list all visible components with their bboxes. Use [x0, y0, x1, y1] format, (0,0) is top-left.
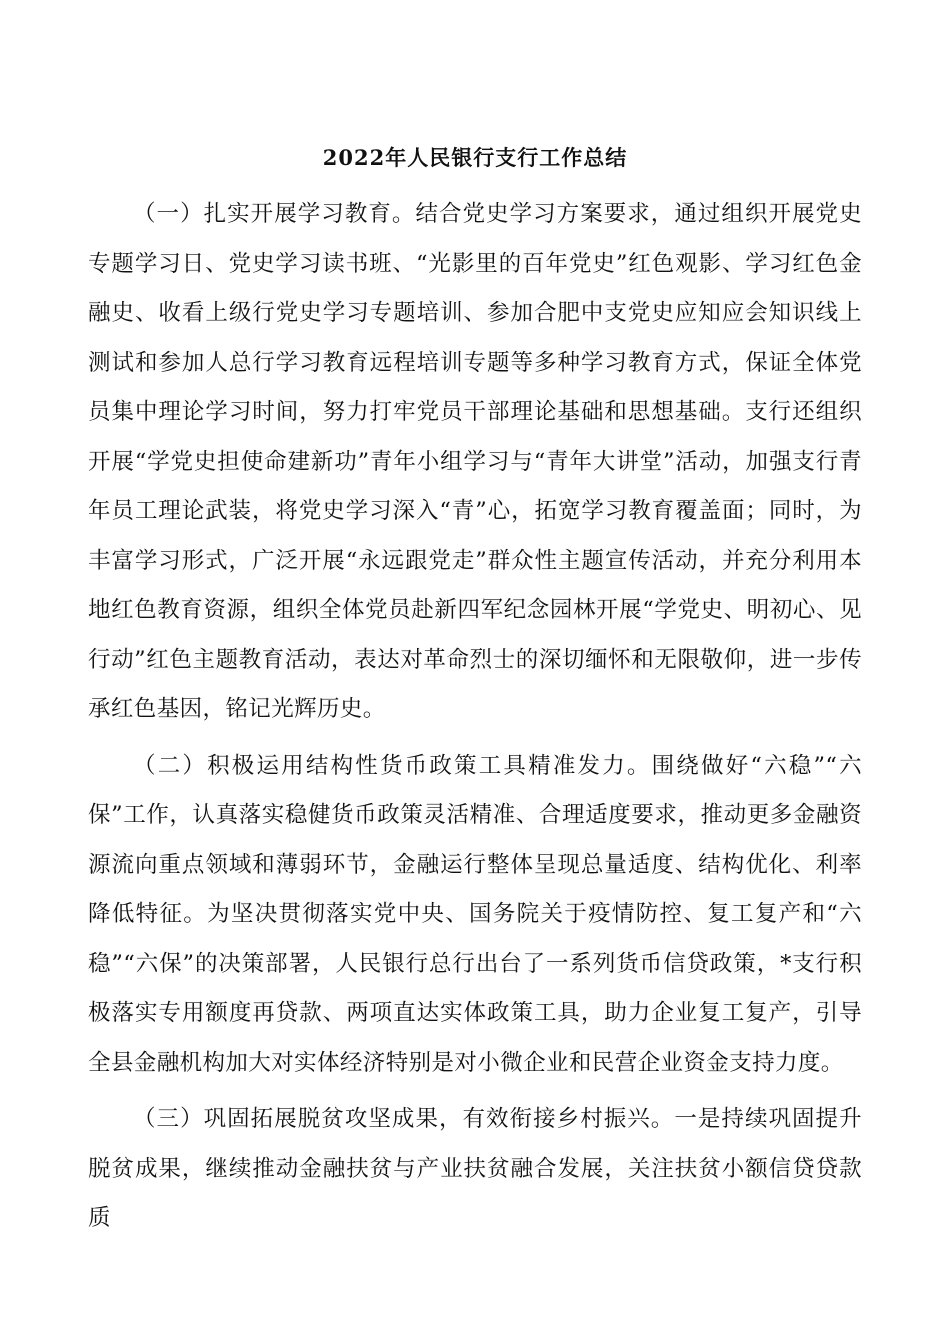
paragraph-3: （三）巩固拓展脱贫攻坚成果，有效衔接乡村振兴。一是持续巩固提升脱贫成果，继续推动金融扶贫与产业扶贫融合发展，关注扶贫小额信贷贷款质	[88, 1106, 862, 1231]
paragraph-2: （二）积极运用结构性货币政策工具精准发力。围绕做好“六稳”“六保”工作，认真落实稳健货币政策灵活精准、合理适度要求，推动更多金融资源流向重点领域和薄弱环节，金融运行整体呈现总量适度、结构优化、利率降低特征。为坚决贯彻落实党中央、国务院关于疫情防控、复工复产和“六稳”“六保”的决策部署，人民银行总行出台了一系列货币信贷政策，*支行积极落实专用额度再贷款、两项直达实体政策工具，助力企业复工复产，引导全县金融机构加大对实体经济特别是对小微企业和民营企业资金支持力度。	[88, 752, 862, 1076]
paragraph-1: （一）扎实开展学习教育。结合党史学习方案要求，通过组织开展党史专题学习日、党史学习读书班、“光影里的百年党史”红色观影、学习红色金融史、收看上级行党史学习专题培训、参加合肥中支党史应知应会知识线上测试和参加人总行学习教育远程培训专题等多种学习教育方式，保证全体党员集中理论学习时间，努力打牢党员干部理论基础和思想基础。支行还组织开展“学党史担使命建新功”青年小组学习与“青年大讲堂”活动，加强支行青年员工理论武装，将党史学习深入“青”心，拓宽学习教育覆盖面；同时，为丰富学习形式，广泛开展“永远跟党走”群众性主题宣传活动，并充分利用本地红色教育资源，组织全体党员赴新四军纪念园林开展“学党史、明初心、见行动”红色主题教育活动，表达对革命烈士的深切缅怀和无限敬仰，进一步传承红色基因，铭记光辉历史。	[88, 201, 862, 722]
document-body	[88, 190, 862, 1244]
document-title: 2022年人民银行支行工作总结	[322, 145, 628, 170]
